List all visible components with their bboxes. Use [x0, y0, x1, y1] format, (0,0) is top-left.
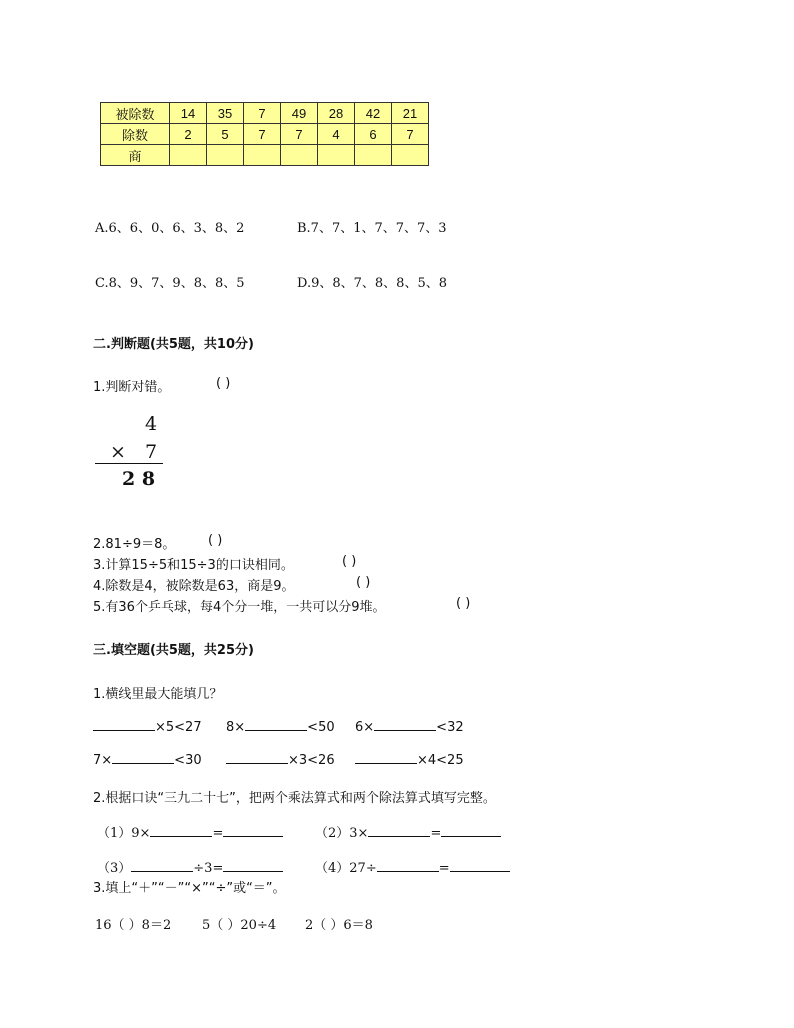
fill-blank[interactable]: [355, 751, 417, 764]
fill-prefix: （4）27÷: [315, 861, 377, 876]
answer-paren[interactable]: ( ): [456, 596, 471, 611]
table-cell: 7: [281, 124, 318, 145]
answer-cell[interactable]: [207, 145, 244, 166]
answer-cell[interactable]: [318, 145, 355, 166]
fill-suffix: ×4<25: [417, 753, 464, 768]
fill-item: [93, 718, 202, 735]
table-row: [101, 124, 429, 145]
operator-item[interactable]: 2（ ）6＝8: [305, 918, 373, 933]
fill-item: [97, 857, 283, 876]
table-cell: 7: [244, 103, 281, 124]
table-cell: 35: [207, 103, 244, 124]
question-text: 1.判断对错。: [93, 380, 171, 395]
division-table: [100, 102, 429, 166]
vertical-rule: [95, 463, 163, 464]
question-text: 2.根据口诀“三九二十七”，把两个乘法算式和两个除法算式填写完整。: [93, 791, 496, 806]
option-d[interactable]: D.9、8、7、8、8、5、8: [297, 276, 447, 291]
fill-blank[interactable]: [368, 824, 430, 837]
fill-blank[interactable]: [245, 718, 307, 731]
question-text: 5.有36个乒乓球，每4个分一堆，一共可以分9堆。: [93, 600, 386, 615]
operator-item[interactable]: 16（ ）8＝2: [95, 918, 172, 933]
fill-blank[interactable]: [377, 859, 439, 872]
fill-blank[interactable]: [150, 824, 212, 837]
fill-suffix: <32: [436, 720, 464, 735]
answer-cell[interactable]: [281, 145, 318, 166]
fill-blank[interactable]: [223, 824, 283, 837]
operator-item[interactable]: 5（ ）20÷4: [202, 918, 277, 933]
fill-mid: ÷3=: [193, 861, 224, 876]
fill-suffix: ×3<26: [288, 753, 335, 768]
section-title: 三.填空题(共5题，共25分): [93, 643, 254, 658]
option-c[interactable]: C.8、9、7、9、8、8、5: [95, 276, 245, 291]
table-cell: 2: [170, 124, 207, 145]
fill-prefix: （3）: [97, 861, 132, 876]
fill-item: [226, 718, 335, 735]
fill-prefix: 7×: [93, 753, 113, 768]
table-cell: 7: [392, 124, 429, 145]
vertical-top: 4: [145, 413, 158, 435]
fill-item: [226, 751, 335, 768]
fill-mid: =: [430, 826, 442, 841]
fill-suffix: <50: [307, 720, 335, 735]
question-text: 1.横线里最大能填几？: [93, 687, 223, 702]
table-cell: 4: [318, 124, 355, 145]
fill-item: [315, 822, 501, 841]
fill-blank[interactable]: [374, 718, 436, 731]
fill-prefix: 8×: [226, 720, 246, 735]
vertical-multiplier: 7: [145, 441, 158, 463]
multiply-sign: ×: [110, 441, 126, 463]
table-cell: 5: [207, 124, 244, 145]
table-cell: 21: [392, 103, 429, 124]
fill-prefix: （1）9×: [97, 826, 151, 841]
question-text: 3.计算15÷5和15÷3的口诀相同。: [93, 558, 294, 573]
answer-cell[interactable]: [170, 145, 207, 166]
fill-blank[interactable]: [450, 859, 510, 872]
row-label: 除数: [101, 124, 170, 145]
answer-cell[interactable]: [244, 145, 281, 166]
table-cell: 14: [170, 103, 207, 124]
fill-mid: =: [212, 826, 224, 841]
fill-blank[interactable]: [223, 859, 283, 872]
vertical-result: 2 8: [122, 468, 156, 490]
fill-prefix: 6×: [355, 720, 375, 735]
fill-mid: =: [438, 861, 450, 876]
fill-item: [93, 751, 202, 768]
answer-paren[interactable]: ( ): [342, 554, 357, 569]
question-text: 4.除数是4，被除数是63，商是9。: [93, 579, 295, 594]
table-cell: 42: [355, 103, 392, 124]
fill-item: [97, 822, 283, 841]
answer-paren[interactable]: ( ): [208, 533, 223, 548]
answer-paren[interactable]: ( ): [216, 376, 231, 391]
fill-item: [315, 857, 510, 876]
row-label: 商: [101, 145, 170, 166]
table-cell: 6: [355, 124, 392, 145]
table-cell: 7: [244, 124, 281, 145]
table-row: [101, 103, 429, 124]
fill-blank[interactable]: [226, 751, 288, 764]
fill-suffix: <30: [174, 753, 202, 768]
section-title: 二.判断题(共5题，共10分): [93, 337, 254, 352]
answer-cell[interactable]: [392, 145, 429, 166]
answer-cell[interactable]: [355, 145, 392, 166]
question-text: 2.81÷9＝8。: [93, 537, 176, 552]
fill-blank[interactable]: [112, 751, 174, 764]
table-cell: 49: [281, 103, 318, 124]
option-a[interactable]: A.6、6、0、6、3、8、2: [95, 221, 245, 236]
option-b[interactable]: B.7、7、1、7、7、7、3: [297, 221, 447, 236]
table-cell: 28: [318, 103, 355, 124]
question-text: 3.填上“＋”“－”“×”“÷”或“＝”。: [93, 881, 286, 896]
fill-prefix: （2）3×: [315, 826, 369, 841]
fill-item: [355, 718, 464, 735]
answer-paren[interactable]: ( ): [356, 575, 371, 590]
fill-blank[interactable]: [441, 824, 501, 837]
table-row: [101, 145, 429, 166]
fill-item: [355, 751, 464, 768]
fill-blank[interactable]: [93, 718, 155, 731]
row-label: 被除数: [101, 103, 170, 124]
fill-suffix: ×5<27: [155, 720, 202, 735]
fill-blank[interactable]: [131, 859, 193, 872]
